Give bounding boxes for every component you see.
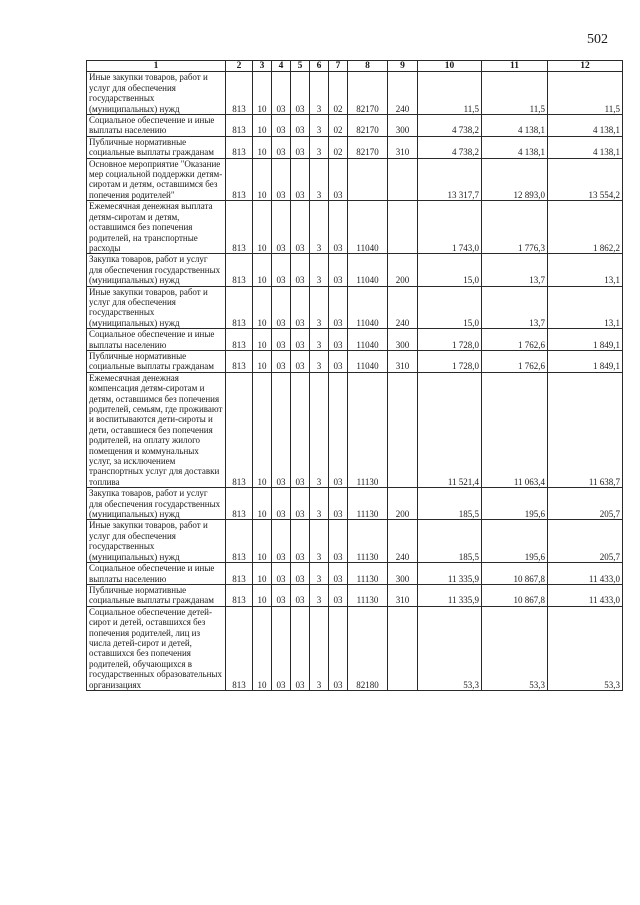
amount-year1-cell: 15,0 [418,286,482,329]
section-code-cell: 10 [253,329,272,351]
amount-year2-cell: 12 893,0 [482,158,548,201]
amount-year3-cell: 11,5 [548,72,623,115]
amount-year2-cell: 13,7 [482,254,548,286]
amount-year3-cell: 1 849,1 [548,350,623,372]
ministry-code-cell: 813 [226,372,253,487]
amount-year1-cell: 185,5 [418,488,482,520]
activity-code-cell: 02 [329,136,348,158]
amount-year2-cell: 1 762,6 [482,329,548,351]
ministry-code-cell: 813 [226,520,253,563]
activity-code-cell: 03 [329,201,348,254]
amount-year1-cell: 4 738,2 [418,136,482,158]
program-code-cell: 03 [291,72,310,115]
amount-year3-cell: 4 138,1 [548,115,623,137]
table-row [87,286,623,329]
ministry-code-cell: 813 [226,286,253,329]
table-row [87,254,623,286]
activity-code-cell: 03 [329,584,348,606]
section-code-cell: 10 [253,72,272,115]
amount-year1-cell: 185,5 [418,520,482,563]
subprogram-code-cell: 3 [310,606,329,690]
amount-year3-cell: 11 638,7 [548,372,623,487]
column-header: 8 [348,61,388,72]
amount-year1-cell: 4 738,2 [418,115,482,137]
activity-code-cell: 03 [329,520,348,563]
section-code-cell: 10 [253,158,272,201]
row-name-cell: Ежемесячная денежная выплата детям-сиротам и детям, оставшимся без попечения родителей, на транспортные расходы [87,201,226,254]
direction-code-cell: 11040 [348,350,388,372]
subsection-code-cell: 03 [272,520,291,563]
activity-code-cell: 03 [329,488,348,520]
row-name-cell: Социальное обеспечение и иные выплаты населению [87,115,226,137]
direction-code-cell: 82170 [348,136,388,158]
amount-year1-cell: 53,3 [418,606,482,690]
ministry-code-cell: 813 [226,158,253,201]
subprogram-code-cell: 3 [310,158,329,201]
subsection-code-cell: 03 [272,563,291,585]
subsection-code-cell: 03 [272,136,291,158]
activity-code-cell: 03 [329,329,348,351]
direction-code-cell: 11040 [348,329,388,351]
direction-code-cell: 82170 [348,115,388,137]
subprogram-code-cell: 3 [310,488,329,520]
budget-table [86,60,623,691]
amount-year1-cell: 11,5 [418,72,482,115]
ministry-code-cell: 813 [226,488,253,520]
row-name-cell: Ежемесячная денежная компенсация детям-сиротам и детям, оставшимся без попечения родителей, семьям, где проживают и воспитываются дети-сироты и дети, оставшиеся без попечения родителей, на оплату жилого помещения и коммунальных услуг, за исключением транспортных услуг для доставки топлива [87,372,226,487]
row-name-cell: Иные закупки товаров, работ и услуг для обеспечения государственных (муниципальных) нужд [87,520,226,563]
direction-code-cell: 11040 [348,254,388,286]
program-code-cell: 03 [291,201,310,254]
expense-type-cell [388,372,418,487]
subsection-code-cell: 03 [272,606,291,690]
amount-year1-cell: 11 335,9 [418,584,482,606]
amount-year1-cell: 11 335,9 [418,563,482,585]
subprogram-code-cell: 3 [310,329,329,351]
ministry-code-cell: 813 [226,584,253,606]
direction-code-cell [348,158,388,201]
subprogram-code-cell: 3 [310,72,329,115]
expense-type-cell: 240 [388,72,418,115]
column-header: 2 [226,61,253,72]
row-name-cell: Социальное обеспечение и иные выплаты населению [87,329,226,351]
amount-year1-cell: 1 743,0 [418,201,482,254]
subsection-code-cell: 03 [272,329,291,351]
column-header: 5 [291,61,310,72]
subsection-code-cell: 03 [272,201,291,254]
activity-code-cell: 03 [329,286,348,329]
row-name-cell: Публичные нормативные социальные выплаты гражданам [87,350,226,372]
amount-year1-cell: 15,0 [418,254,482,286]
ministry-code-cell: 813 [226,115,253,137]
amount-year3-cell: 205,7 [548,520,623,563]
activity-code-cell: 03 [329,563,348,585]
expense-type-cell: 310 [388,350,418,372]
section-code-cell: 10 [253,115,272,137]
amount-year2-cell: 195,6 [482,520,548,563]
activity-code-cell: 03 [329,158,348,201]
expense-type-cell: 300 [388,115,418,137]
amount-year1-cell: 1 728,0 [418,329,482,351]
amount-year2-cell: 195,6 [482,488,548,520]
subprogram-code-cell: 3 [310,201,329,254]
activity-code-cell: 02 [329,115,348,137]
program-code-cell: 03 [291,158,310,201]
table-row [87,158,623,201]
row-name-cell: Социальное обеспечение детей-сирот и детей, оставшихся без попечения родителей, лиц из числа детей-сирот и детей, оставшихся без попечения родителей, обучающихся в государственных образовательных организациях [87,606,226,690]
row-name-cell: Иные закупки товаров, работ и услуг для обеспечения государственных (муниципальных) нужд [87,72,226,115]
program-code-cell: 03 [291,372,310,487]
expense-type-cell: 200 [388,488,418,520]
amount-year2-cell: 13,7 [482,286,548,329]
table-row [87,584,623,606]
subprogram-code-cell: 3 [310,584,329,606]
row-name-cell: Социальное обеспечение и иные выплаты населению [87,563,226,585]
section-code-cell: 10 [253,350,272,372]
program-code-cell: 03 [291,286,310,329]
ministry-code-cell: 813 [226,329,253,351]
table-row [87,329,623,351]
program-code-cell: 03 [291,350,310,372]
direction-code-cell: 11130 [348,372,388,487]
program-code-cell: 03 [291,254,310,286]
table-row [87,372,623,487]
row-name-cell: Основное мероприятие "Оказание мер социальной поддержки детям-сиротам и детям, оставшимся без попечения родителей" [87,158,226,201]
program-code-cell: 03 [291,606,310,690]
section-code-cell: 10 [253,563,272,585]
amount-year2-cell: 4 138,1 [482,115,548,137]
expense-type-cell: 240 [388,520,418,563]
expense-type-cell: 300 [388,329,418,351]
row-name-cell: Закупка товаров, работ и услуг для обеспечения государственных (муниципальных) нужд [87,254,226,286]
table-body [87,72,623,691]
column-header: 3 [253,61,272,72]
subsection-code-cell: 03 [272,488,291,520]
table-header-row [87,61,623,72]
subsection-code-cell: 03 [272,372,291,487]
section-code-cell: 10 [253,254,272,286]
section-code-cell: 10 [253,488,272,520]
row-name-cell: Публичные нормативные социальные выплаты гражданам [87,584,226,606]
direction-code-cell: 11130 [348,488,388,520]
program-code-cell: 03 [291,584,310,606]
table-row [87,563,623,585]
section-code-cell: 10 [253,286,272,329]
column-header: 6 [310,61,329,72]
row-name-cell: Закупка товаров, работ и услуг для обеспечения государственных (муниципальных) нужд [87,488,226,520]
direction-code-cell: 82170 [348,72,388,115]
amount-year3-cell: 13,1 [548,254,623,286]
amount-year3-cell: 205,7 [548,488,623,520]
amount-year2-cell: 4 138,1 [482,136,548,158]
activity-code-cell: 02 [329,72,348,115]
amount-year3-cell: 11 433,0 [548,563,623,585]
activity-code-cell: 03 [329,254,348,286]
column-header: 1 [87,61,226,72]
amount-year1-cell: 13 317,7 [418,158,482,201]
expense-type-cell: 310 [388,584,418,606]
subprogram-code-cell: 3 [310,136,329,158]
ministry-code-cell: 813 [226,606,253,690]
ministry-code-cell: 813 [226,201,253,254]
table-row [87,201,623,254]
subsection-code-cell: 03 [272,158,291,201]
subprogram-code-cell: 3 [310,520,329,563]
ministry-code-cell: 813 [226,563,253,585]
subsection-code-cell: 03 [272,286,291,329]
amount-year2-cell: 11,5 [482,72,548,115]
direction-code-cell: 11130 [348,563,388,585]
section-code-cell: 10 [253,520,272,563]
direction-code-cell: 82180 [348,606,388,690]
expense-type-cell: 200 [388,254,418,286]
amount-year3-cell: 13,1 [548,286,623,329]
subsection-code-cell: 03 [272,72,291,115]
section-code-cell: 10 [253,136,272,158]
row-name-cell: Публичные нормативные социальные выплаты гражданам [87,136,226,158]
expense-type-cell: 300 [388,563,418,585]
activity-code-cell: 03 [329,606,348,690]
program-code-cell: 03 [291,329,310,351]
activity-code-cell: 03 [329,372,348,487]
section-code-cell: 10 [253,584,272,606]
direction-code-cell: 11040 [348,201,388,254]
amount-year2-cell: 53,3 [482,606,548,690]
amount-year3-cell: 1 849,1 [548,329,623,351]
direction-code-cell: 11130 [348,584,388,606]
program-code-cell: 03 [291,563,310,585]
amount-year3-cell: 1 862,2 [548,201,623,254]
program-code-cell: 03 [291,136,310,158]
amount-year2-cell: 10 867,8 [482,563,548,585]
amount-year1-cell: 11 521,4 [418,372,482,487]
ministry-code-cell: 813 [226,350,253,372]
direction-code-cell: 11040 [348,286,388,329]
table-row [87,115,623,137]
expense-type-cell [388,158,418,201]
amount-year3-cell: 4 138,1 [548,136,623,158]
amount-year2-cell: 11 063,4 [482,372,548,487]
table-row [87,350,623,372]
amount-year3-cell: 53,3 [548,606,623,690]
expense-type-cell [388,201,418,254]
subprogram-code-cell: 3 [310,372,329,487]
subprogram-code-cell: 3 [310,254,329,286]
table-row [87,520,623,563]
table-row [87,136,623,158]
subprogram-code-cell: 3 [310,350,329,372]
ministry-code-cell: 813 [226,254,253,286]
amount-year2-cell: 1 776,3 [482,201,548,254]
section-code-cell: 10 [253,606,272,690]
column-header: 7 [329,61,348,72]
section-code-cell: 10 [253,372,272,487]
subprogram-code-cell: 3 [310,115,329,137]
table-row [87,72,623,115]
program-code-cell: 03 [291,520,310,563]
section-code-cell: 10 [253,201,272,254]
amount-year1-cell: 1 728,0 [418,350,482,372]
expense-type-cell: 310 [388,136,418,158]
table-row [87,488,623,520]
expense-type-cell: 240 [388,286,418,329]
direction-code-cell: 11130 [348,520,388,563]
subsection-code-cell: 03 [272,350,291,372]
amount-year2-cell: 1 762,6 [482,350,548,372]
column-header: 12 [548,61,623,72]
table-row [87,606,623,690]
subsection-code-cell: 03 [272,584,291,606]
activity-code-cell: 03 [329,350,348,372]
column-header: 9 [388,61,418,72]
ministry-code-cell: 813 [226,136,253,158]
column-header: 10 [418,61,482,72]
amount-year3-cell: 11 433,0 [548,584,623,606]
page-number: 502 [587,32,608,47]
amount-year3-cell: 13 554,2 [548,158,623,201]
row-name-cell: Иные закупки товаров, работ и услуг для обеспечения государственных (муниципальных) нужд [87,286,226,329]
amount-year2-cell: 10 867,8 [482,584,548,606]
subprogram-code-cell: 3 [310,286,329,329]
subprogram-code-cell: 3 [310,563,329,585]
ministry-code-cell: 813 [226,72,253,115]
program-code-cell: 03 [291,115,310,137]
column-header: 11 [482,61,548,72]
subsection-code-cell: 03 [272,254,291,286]
program-code-cell: 03 [291,488,310,520]
expense-type-cell [388,606,418,690]
subsection-code-cell: 03 [272,115,291,137]
column-header: 4 [272,61,291,72]
